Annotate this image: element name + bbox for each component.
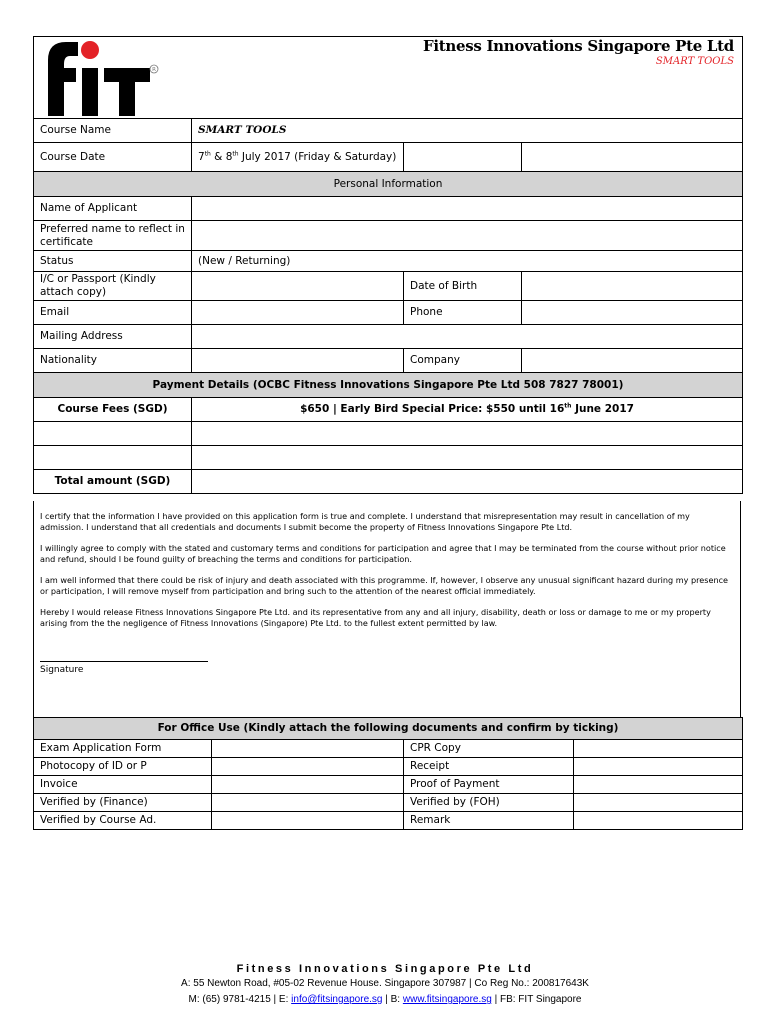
course-date-empty-1[interactable] [404, 143, 522, 172]
payment-extra-field-2[interactable] [192, 446, 743, 470]
mailing-address-label: Mailing Address [34, 325, 192, 349]
footer-company: Fitness Innovations Singapore Pte Ltd [236, 963, 534, 975]
phone-label: Phone [404, 301, 522, 325]
fit-logo [40, 38, 165, 118]
declaration-paragraph-1: I certify that the information I have provided on this application form is true and complete. I understand that misrepresentation may result in cancellation of my admission. I understand that all credentials and documents I submit become the property of Fitness Innovations Singapore Pte Ltd. [40, 511, 690, 532]
company-field[interactable] [522, 349, 743, 373]
office-right-label: CPR Copy [404, 740, 574, 758]
dob-label: Date of Birth [404, 272, 522, 301]
office-right-label: Verified by (FOH) [404, 794, 574, 812]
course-fees-label: Course Fees (SGD) [34, 398, 192, 422]
email-label: Email [34, 301, 192, 325]
office-right-check[interactable] [574, 794, 743, 812]
dob-field[interactable] [522, 272, 743, 301]
mailing-address-field[interactable] [192, 325, 743, 349]
course-date-label: Course Date [34, 143, 192, 172]
footer-website-link[interactable]: www.fitsingapore.sg [402, 994, 492, 1005]
payment-extra-label-2 [34, 446, 192, 470]
personal-info-header: Personal Information [34, 172, 743, 197]
course-date-value: 7th & 8th July 2017 (Friday & Saturday) [192, 143, 404, 172]
nationality-label: Nationality [34, 349, 192, 373]
nationality-field[interactable] [192, 349, 404, 373]
office-use-header: For Office Use (Kindly attach the following documents and confirm by ticking) [34, 718, 743, 740]
email-field[interactable] [192, 301, 404, 325]
declaration-section [33, 501, 741, 717]
footer-address: A: 55 Newton Road, #05-02 Revenue House. Singapore 307987 | Co Reg No.: 200817643K [181, 978, 589, 989]
signature-label: Signature [40, 665, 84, 675]
office-left-label: Exam Application Form [34, 740, 212, 758]
signature-line[interactable] [40, 655, 208, 662]
office-right-label: Proof of Payment [404, 776, 574, 794]
company-title: Fitness Innovations Singapore Pte Ltd [423, 37, 734, 55]
company-label: Company [404, 349, 522, 373]
office-right-check[interactable] [574, 758, 743, 776]
footer-email-link[interactable]: info@fitsingapore.sg [291, 994, 383, 1005]
footer-contact: M: (65) 9781-4215 | E: info@fitsingapore.sg | B: www.fitsingapore.sg | FB: FIT Singapore [188, 994, 582, 1005]
office-right-check[interactable] [574, 812, 743, 830]
payment-extra-field-1[interactable] [192, 422, 743, 446]
office-left-check[interactable] [212, 758, 404, 776]
office-right-check[interactable] [574, 776, 743, 794]
office-right-label: Receipt [404, 758, 574, 776]
course-fees-value: $650 | Early Bird Special Price: $550 until 16th June 2017 [192, 398, 743, 422]
office-left-label: Verified by (Finance) [34, 794, 212, 812]
total-amount-label: Total amount (SGD) [34, 470, 192, 494]
course-date-empty-2[interactable] [522, 143, 743, 172]
declaration-paragraph-3: I am well informed that there could be risk of injury and death associated with this programme. If, however, I observe any unusual significant hazard during my presence or participation, I will remove myself from participation and bring such to the attention of the nearest official immediately. [40, 575, 728, 596]
office-right-label: Remark [404, 812, 574, 830]
status-label: Status [34, 251, 192, 272]
office-left-check[interactable] [212, 812, 404, 830]
course-name-label: Course Name [34, 119, 192, 143]
course-tag: SMART TOOLS [655, 56, 734, 67]
office-left-check[interactable] [212, 740, 404, 758]
declaration-paragraph-2: I willingly agree to comply with the stated and customary terms and conditions for participation and agree that I may be terminated from the course without prior notice and refund, should I be found guilty of breaching the terms and conditions for participation. [40, 543, 726, 564]
payment-extra-label-1 [34, 422, 192, 446]
application-form-table [33, 118, 743, 494]
phone-field[interactable] [522, 301, 743, 325]
status-value[interactable]: (New / Returning) [192, 251, 743, 272]
applicant-name-field[interactable] [192, 197, 743, 221]
svg-text:R: R [152, 67, 156, 73]
office-left-check[interactable] [212, 794, 404, 812]
preferred-name-label: Preferred name to reflect in certificate [34, 221, 192, 251]
total-amount-field[interactable] [192, 470, 743, 494]
course-name-value: SMART TOOLS [192, 119, 743, 143]
office-left-label: Invoice [34, 776, 212, 794]
applicant-name-label: Name of Applicant [34, 197, 192, 221]
office-left-check[interactable] [212, 776, 404, 794]
ic-passport-label: I/C or Passport (Kindly attach copy) [34, 272, 192, 301]
payment-header: Payment Details (OCBC Fitness Innovations Singapore Pte Ltd 508 7827 78001) [34, 373, 743, 398]
office-use-table [33, 717, 743, 830]
office-left-label: Photocopy of ID or P [34, 758, 212, 776]
preferred-name-field[interactable] [192, 221, 743, 251]
office-left-label: Verified by Course Ad. [34, 812, 212, 830]
declaration-paragraph-4: Hereby I would release Fitness Innovations Singapore Pte Ltd. and its representative from any and all injury, disability, death or loss or damage to me or my property arising from the the negligence of Fitness Innovations (Singapore) Pte Ltd. to the fullest extent permitted by law. [40, 607, 711, 628]
ic-passport-field[interactable] [192, 272, 404, 301]
office-right-check[interactable] [574, 740, 743, 758]
